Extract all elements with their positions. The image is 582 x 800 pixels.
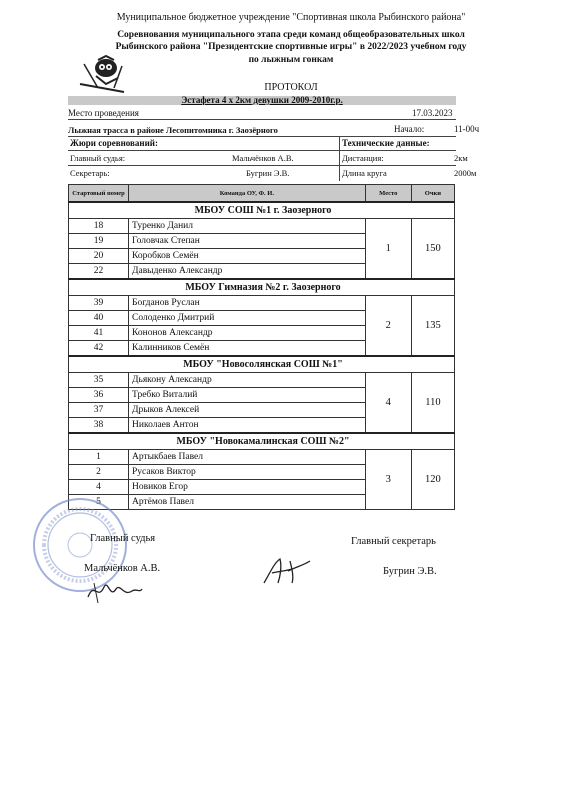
column-divider (339, 136, 340, 181)
start-no: 40 (69, 311, 129, 326)
results-table (68, 184, 455, 510)
chief-judge-title: Главный судья (90, 533, 156, 544)
col-points: Очки (411, 185, 454, 203)
start-no: 22 (69, 264, 129, 280)
team-row (69, 202, 455, 219)
start-no: 41 (69, 326, 129, 341)
athlete-name: Богданов Руслан (129, 296, 366, 311)
athlete-name: Артёмов Павел (129, 495, 366, 510)
secretary: Бугрин Э.В. (246, 168, 290, 178)
sport-name: по лыжным гонкам (248, 55, 334, 65)
table-row (69, 219, 455, 234)
table-row (69, 296, 455, 311)
competition-line-2: Рыбинского района "Президентские спортивные игры" в 2022/2023 учебном году (115, 42, 467, 52)
table-row (69, 450, 455, 465)
chief-judge-label: Главный судья: (70, 153, 126, 163)
col-place: Место (365, 185, 411, 203)
table-row (69, 373, 455, 388)
athlete-name: Требко Виталий (129, 388, 366, 403)
start-no: 20 (69, 249, 129, 264)
team-place: 3 (365, 450, 411, 510)
athlete-name: Новиков Егор (129, 480, 366, 495)
team-row (69, 433, 455, 450)
team-row (69, 356, 455, 373)
team-place: 2 (365, 296, 411, 357)
team-name: МБОУ СОШ №1 г. Заозерного (69, 202, 455, 219)
distance-label: Дистанция: (342, 153, 384, 163)
col-team: Команда ОУ, Ф. И. (129, 185, 366, 203)
start-no: 1 (69, 450, 129, 465)
start-no: 4 (69, 480, 129, 495)
start-no: 2 (69, 465, 129, 480)
start-no: 36 (69, 388, 129, 403)
competition-title (0, 29, 582, 53)
team-name: МБОУ "Новокамалинская СОШ №2" (69, 433, 455, 450)
team-name: МБОУ "Новосолянская СОШ №1" (69, 356, 455, 373)
tech-label: Технические данные: (342, 138, 430, 148)
athlete-name: Коробков Семён (129, 249, 366, 264)
venue: Лыжная трасса в районе Лесопитомника г. Заозёрного (68, 125, 278, 135)
race-title: Эстафета 4 х 2км девушки 2009-2010г.р. (68, 96, 456, 105)
athlete-name: Артыкбаев Павел (129, 450, 366, 465)
divider (68, 136, 456, 137)
start-no: 38 (69, 418, 129, 434)
team-points: 150 (411, 219, 454, 280)
lap: 2000м (454, 168, 477, 178)
start-no: 42 (69, 341, 129, 357)
judge-signature-icon (84, 575, 144, 605)
team-points: 135 (411, 296, 454, 357)
athlete-name: Головчак Степан (129, 234, 366, 249)
start-no: 19 (69, 234, 129, 249)
venue-label: Место проведения (68, 108, 139, 118)
secretary-label: Секретарь: (70, 168, 110, 178)
secretary-signature-icon (258, 553, 314, 587)
divider (68, 165, 456, 166)
start-label: Начало: (394, 124, 425, 134)
athlete-name: Солоденко Дмитрий (129, 311, 366, 326)
team-points: 110 (411, 373, 454, 434)
athlete-name: Кононов Александр (129, 326, 366, 341)
athlete-name: Дрыков Алексей (129, 403, 366, 418)
athlete-name: Дьякону Александр (129, 373, 366, 388)
protocol-title: ПРОТОКОЛ (264, 82, 318, 93)
team-name: МБОУ Гимназия №2 г. Заозерного (69, 279, 455, 296)
start-no: 37 (69, 403, 129, 418)
team-place: 1 (365, 219, 411, 280)
chief-judge: Мальчёнков А.В. (232, 153, 294, 163)
start-no: 39 (69, 296, 129, 311)
chief-secretary-name: Бугрин Э.В. (383, 566, 437, 577)
start-no: 5 (69, 495, 129, 510)
team-row (69, 279, 455, 296)
competition-line-1: Соревнования муниципального этапа среди команд общеобразовательных школ (117, 30, 465, 40)
start-no: 18 (69, 219, 129, 234)
athlete-name: Русаков Виктор (129, 465, 366, 480)
athlete-name: Туренко Данил (129, 219, 366, 234)
chief-secretary-title: Главный секретарь (351, 536, 436, 547)
team-points: 120 (411, 450, 454, 510)
col-start-no: Стартовый номер (69, 185, 129, 203)
divider (68, 119, 456, 120)
team-place: 4 (365, 373, 411, 434)
lap-label: Длина круга (342, 168, 387, 178)
chief-judge-name: Мальчёнков А.В. (84, 563, 161, 574)
start-time: 11-00ч (454, 124, 480, 134)
distance: 2км (454, 153, 468, 163)
divider (68, 150, 456, 151)
org-name: Муниципальное бюджетное учреждение "Спортивная школа Рыбинского района" (116, 12, 466, 23)
jury-label: Жюри соревнований: (70, 138, 158, 148)
athlete-name: Николаев Антон (129, 418, 366, 434)
date: 17.03.2023 (412, 108, 453, 118)
table-header (69, 185, 455, 203)
athlete-name: Калинников Семён (129, 341, 366, 357)
athlete-name: Давыденко Александр (129, 264, 366, 280)
start-no: 35 (69, 373, 129, 388)
